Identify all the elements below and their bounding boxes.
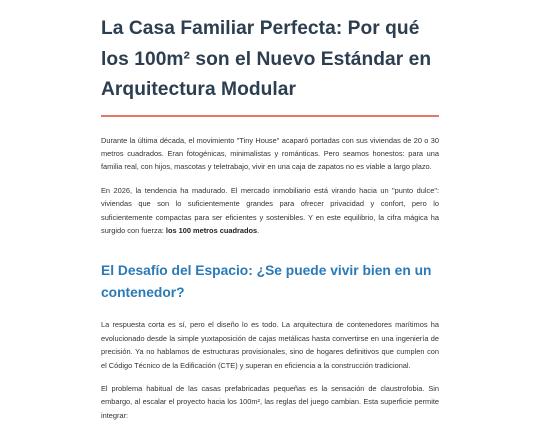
- section-heading: El Desafío del Espacio: ¿Se puede vivir bien en un contenedor?: [101, 263, 432, 301]
- intro-paragraph-2-highlight: los 100 metros cuadrados: [165, 225, 258, 235]
- intro-paragraph-2-text: En 2026, la tendencia ha madurado. El mercado inmobiliario está virando hacia un "punto dulce": viviendas que son lo suficientemente grandes para ofrecer privacidad y confort, pero lo suficientemente compactas para ser eficientes y sostenibles. Y en este equilibrio, la cifra mágica ha surgido con fuerza:: [101, 185, 439, 235]
- intro-paragraph-1: Durante la última década, el movimiento "Tiny House" acaparó portadas con sus viviendas de 20 o 30 metros cuadrados. Eran fotogénicas, minimalistas y románticas. Pero seamos honestos: para una familia real, con hijos, mascotas y teletrabajo, vivir en una caja de zapatos no es viable a largo plazo.: [101, 135, 439, 172]
- section-paragraph-1: La respuesta corta es sí, pero el diseño lo es todo. La arquitectura de contenedores marítimos ha evolucionado desde la simple yuxtaposición de cajas metálicas hasta convertirse en una ingeniería de precisión. Ya no hablamos de estructuras provisionales, sino de hogares definitivos que cumplen con el Código Técnico de la Edificación (CTE) y superan en eficiencia a la construcción tradicional.: [101, 320, 439, 370]
- article-title: La Casa Familiar Perfecta: Por qué los 100m² son el Nuevo Estándar en Arquitectura Modular: [101, 18, 432, 100]
- section-paragraph-2: El problema habitual de las casas prefabricadas pequeñas es la sensación de claustrofobia. Sin embargo, al escalar el proyecto hacia los 100m², las reglas del juego cambian. Esta superficie permite integrar:: [101, 383, 439, 420]
- intro-paragraph-2: [101, 184, 439, 238]
- intro-paragraph-2-end: .: [257, 225, 260, 235]
- title-divider: [101, 115, 439, 117]
